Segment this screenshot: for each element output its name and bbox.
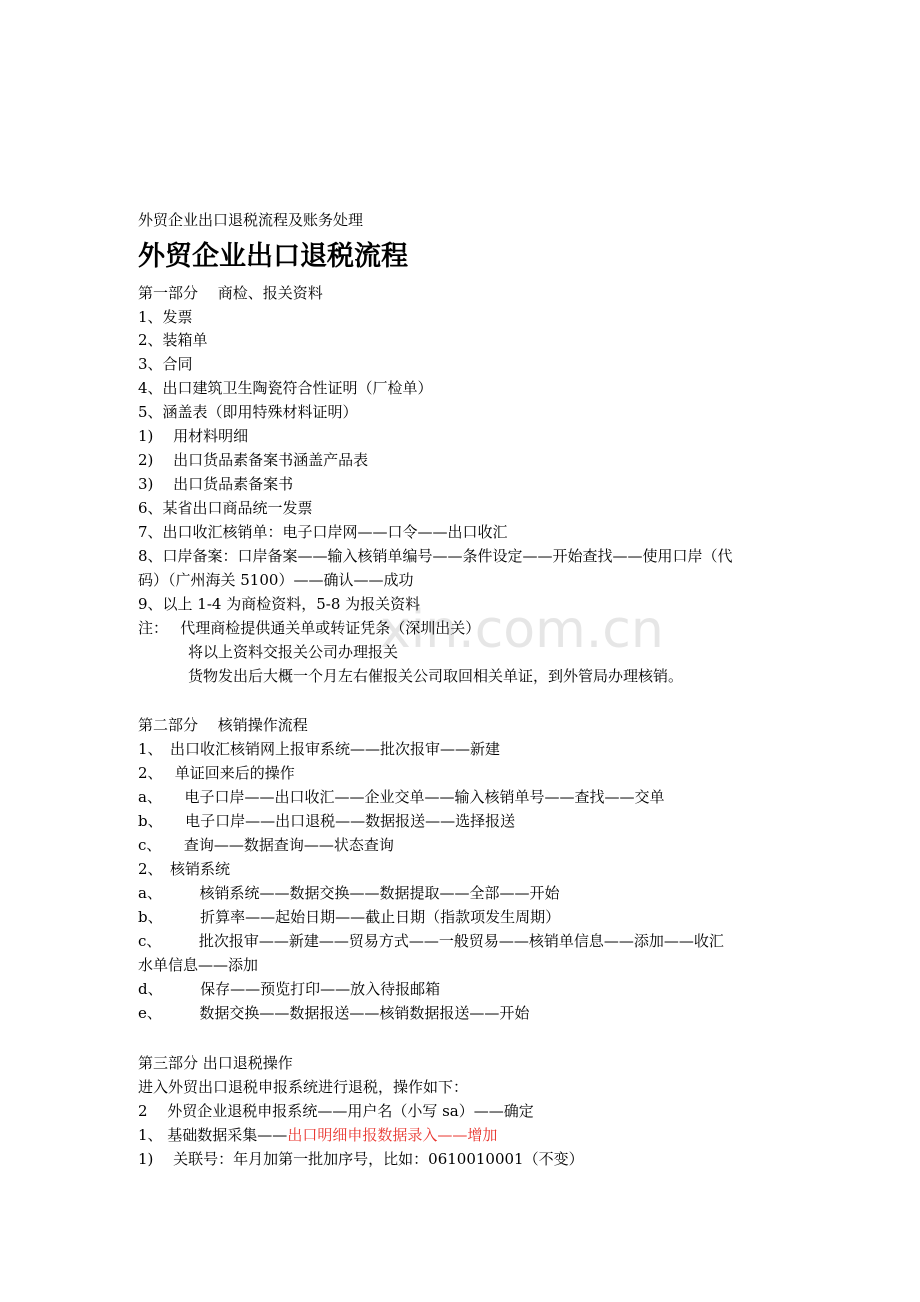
part2-item: 2、 单证回来后的操作 [138,764,295,782]
part1-note: 注： 代理商检提供通关单或转证凭条（深圳出关） [138,619,481,637]
part1-subitem: 3) 出口货品素备案书 [138,475,294,493]
part1-subitem: 1) 用材料明细 [138,427,249,445]
part2-item: c、 批次报审——新建——贸易方式——一般贸易——核销单信息——添加——收汇 [138,932,724,950]
part2-item: a、 电子口岸——出口收汇——企业交单——输入核销单号——查找——交单 [138,788,665,806]
part1-item: 9、以上 1-4 为商检资料，5-8 为报关资料 [138,595,421,613]
part1-note-line: 货物发出后大概一个月左右催报关公司取回相关单证，到外管局办理核销。 [188,667,684,685]
part1-item-continued: 码）（广州海关 5100）——确认——成功 [138,571,414,589]
part2-item: b、 折算率——起始日期——截止日期（指款项发生周期） [138,908,561,926]
part3-step-prefix: 1、 基础数据采集—— [138,1126,288,1144]
part1-heading: 第一部分 商检、报关资料 [138,284,323,302]
watermark: xin.com.cn [380,600,664,660]
part1-note-line: 将以上资料交报关公司办理报关 [188,643,399,661]
part2-item: b、 电子口岸——出口退税——数据报送——选择报送 [138,812,516,830]
part3-step: 1) 关联号：年月加第一批加序号，比如：0610010001（不变） [138,1150,584,1168]
part1-subitem: 2) 出口货品素备案书涵盖产品表 [138,451,369,469]
part2-item: d、 保存——预览打印——放入待报邮箱 [138,980,441,998]
part1-item: 7、出口收汇核销单：电子口岸网——口令——出口收汇 [138,523,508,541]
part3-heading: 第三部分 出口退税操作 [138,1054,293,1072]
part1-item: 8、口岸备案：口岸备案——输入核销单编号——条件设定——开始查找——使用口岸（代 [138,547,733,565]
part3-step [138,1125,497,1145]
part2-item: e、 数据交换——数据报送——核销数据报送——开始 [138,1004,530,1022]
document-subtitle: 外贸企业出口退税流程及账务处理 [138,211,364,229]
part2-item: c、 查询——数据查询——状态查询 [138,836,394,854]
part1-item: 4、出口建筑卫生陶瓷符合性证明（厂检单） [138,379,433,397]
part1-item: 6、某省出口商品统一发票 [138,499,313,517]
part2-item: a、 核销系统——数据交换——数据提取——全部——开始 [138,884,560,902]
part1-item: 3、合同 [138,355,193,373]
part1-item: 5、涵盖表（即用特殊材料证明） [138,403,358,421]
part2-item-continued: 水单信息——添加 [138,956,259,974]
part1-item: 1、发票 [138,308,193,326]
part3-step: 2 外贸企业退税申报系统——用户名（小写 sa）——确定 [138,1102,534,1120]
part2-item: 2、 核销系统 [138,860,231,878]
part2-heading: 第二部分 核销操作流程 [138,716,308,734]
document-title: 外贸企业出口退税流程 [138,241,408,272]
part2-item: 1、 出口收汇核销网上报审系统——批次报审——新建 [138,740,501,758]
part1-item: 2、装箱单 [138,331,208,349]
part3-intro: 进入外贸出口退税申报系统进行退税，操作如下： [138,1078,469,1096]
part3-step-highlight: 出口明细申报数据录入——增加 [287,1126,498,1144]
